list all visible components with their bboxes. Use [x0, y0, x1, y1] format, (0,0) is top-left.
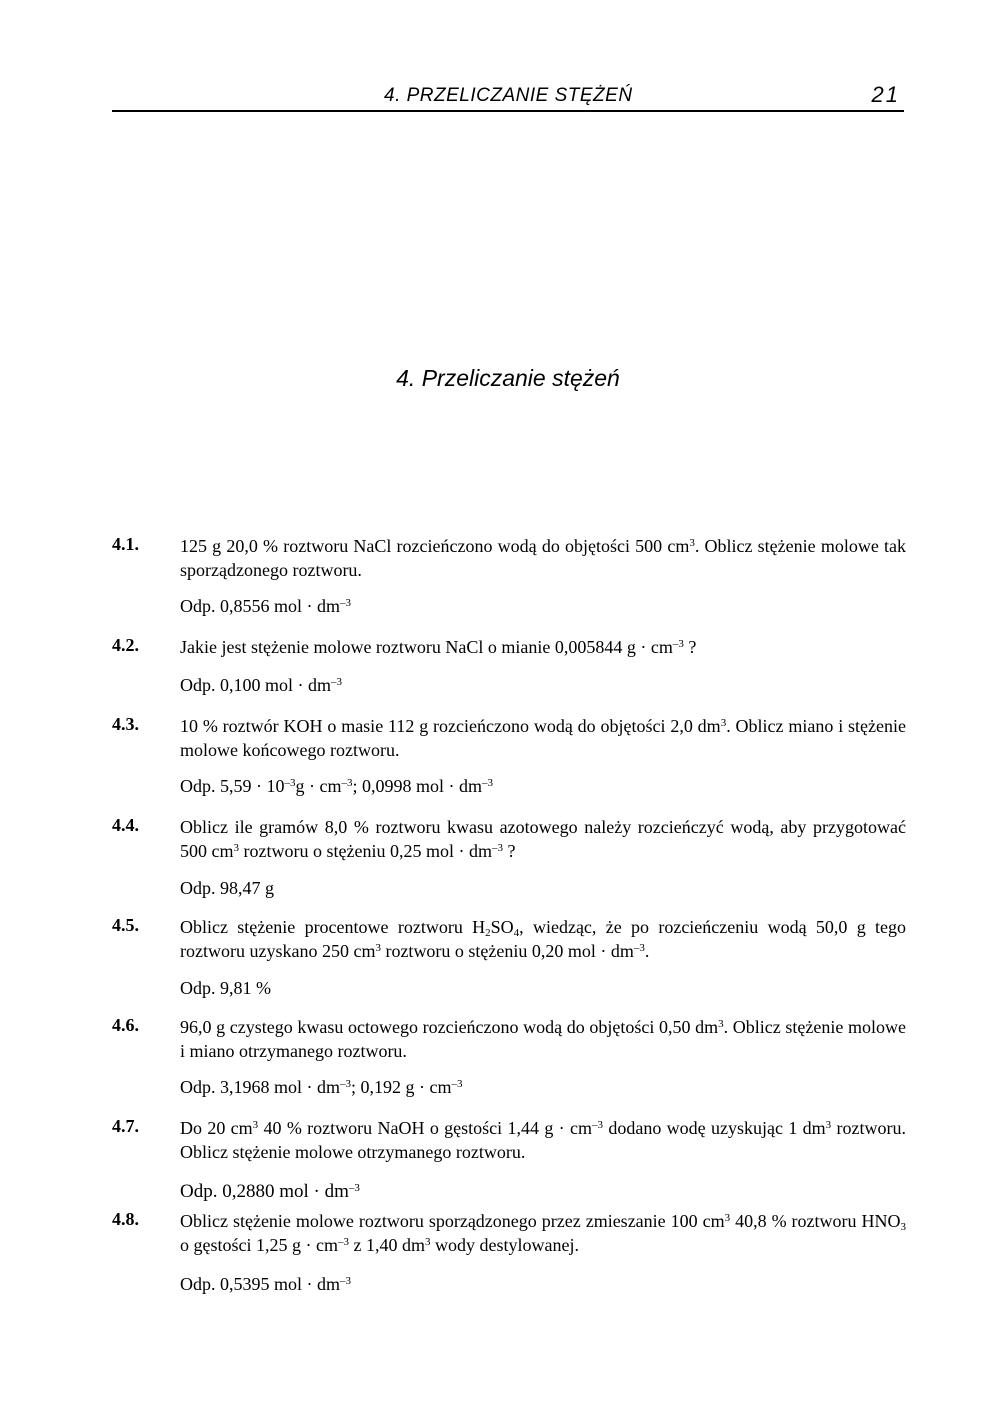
answer: Odp. 3,1968 mol · $dm^{-3}$; 0,192 $g \cdot cm^{-3}$	[180, 1077, 463, 1097]
problem-text: 96,0 g czystego kwasu octowego rozcieńczono wodą do objętości 0,50 $dm^3$. Oblicz stężenie molowe i miano otrzymanego roztworu.	[180, 1017, 906, 1061]
problem-number: 4.7.	[112, 1116, 139, 1136]
answer: Odp. 0,2880 mol · $dm^{-3}$	[180, 1181, 360, 1202]
answer: Odp. 0,5395 mol · $dm^{-3}$	[180, 1274, 351, 1294]
answer: Odp. 0,100 mol · $dm^{-3}$	[180, 675, 342, 695]
problem-number: 4.1.	[112, 534, 139, 554]
answer: Odp. 0,8556 mol · $dm^{-3}$	[180, 596, 351, 616]
problem-number: 4.6.	[112, 1015, 139, 1035]
problem-number: 4.5.	[112, 915, 139, 935]
chapter-title: 4. Przeliczanie stężeń	[396, 365, 620, 391]
problem-text: Jakie jest stężenie molowe roztworu NaCl o mianie 0,005844 $g \cdot cm^{-3}$ ?	[180, 637, 697, 657]
problem-number: 4.3.	[112, 714, 139, 734]
answer: Odp. $5,59 \cdot 10^{-3}g \cdot cm^{-3}$; 0,0998 mol · $dm^{-3}$	[180, 776, 493, 796]
problem-number: 4.2.	[112, 635, 139, 655]
problem-text: Oblicz stężenie molowe roztworu sporządzonego przez zmieszanie 100 $cm^3$ 40,8 % roztworu $HNO_3$ o gęstości 1,25 $g \cdot cm^{-3}$ z 1,40 $dm^3$ wody destylowanej.	[180, 1211, 906, 1255]
running-header	[112, 82, 904, 112]
answer: Odp. 98,47 g	[180, 878, 274, 898]
header-title: 4. PRZELICZANIE STĘŻEŃ	[384, 85, 633, 106]
answer: Odp. 9,81 %	[180, 978, 271, 998]
problem-text: Oblicz ile gramów 8,0 % roztworu kwasu azotowego należy rozcieńczyć wodą, aby przygotować 500 $cm^3$ roztworu o stężeniu 0,25 mol · $dm^{-3}$ ?	[180, 817, 906, 861]
problem-text: Do 20 $cm^3$ 40 % roztworu NaOH o gęstości 1,44 $g \cdot cm^{-3}$ dodano wodę uzyskując 1 $dm^3$ roztworu. Oblicz stężenie molowe otrzymanego roztworu.	[180, 1118, 906, 1162]
problem-text: 125 g 20,0 % roztworu NaCl rozcieńczono wodą do objętości 500 $cm^3$. Oblicz stężenie molowe tak sporządzonego roztworu.	[180, 536, 906, 580]
problem-text: Oblicz stężenie procentowe roztworu $H_2SO_4$, wiedząc, że po rozcieńczeniu wodą 50,0 g tego roztworu uzyskano 250 $cm^3$ roztworu o stężeniu 0,20 mol · $dm^{-3}$.	[180, 917, 906, 961]
problem-text: 10 % roztwór KOH o masie 112 g rozcieńczono wodą do objętości 2,0 $dm^3$. Oblicz miano i stężenie molowe końcowego roztworu.	[180, 716, 907, 760]
problem-number: 4.4.	[112, 815, 139, 835]
page-number: 21	[871, 82, 900, 107]
problem-number: 4.8.	[112, 1209, 139, 1229]
